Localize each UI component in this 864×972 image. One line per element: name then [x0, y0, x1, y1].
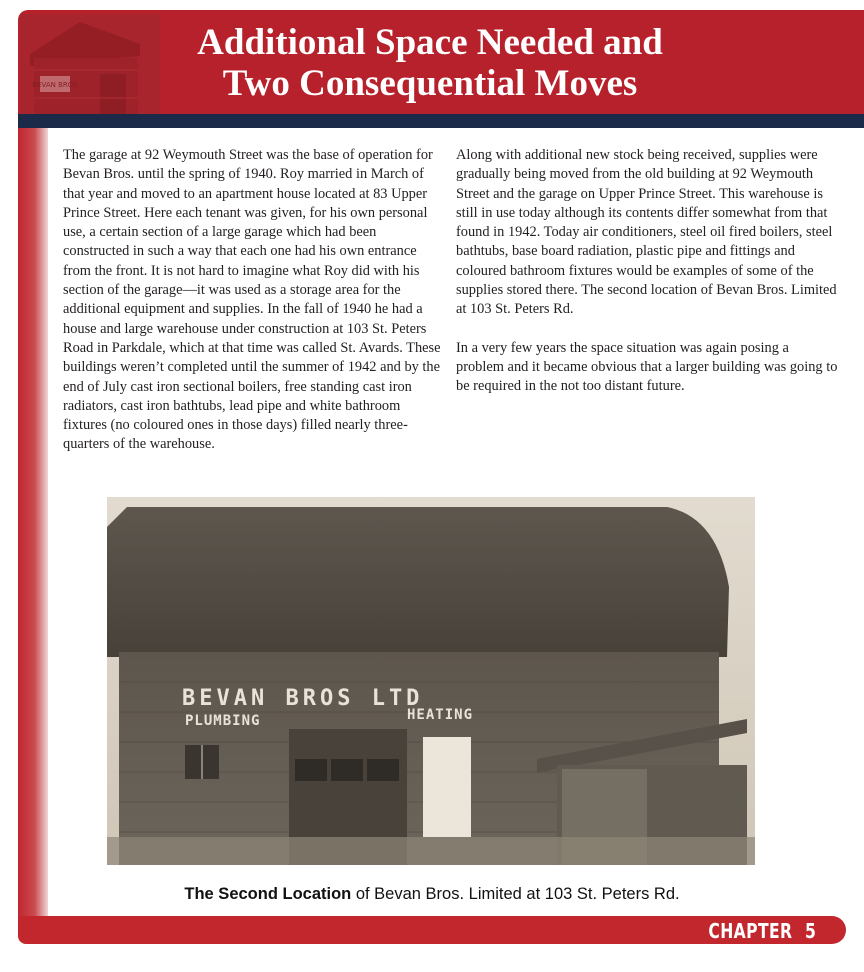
photo-caption — [0, 885, 864, 904]
right-paragraph-2: In a very few years the space situation was again posing a problem and it became obvious that a larger building was going to be required in the not too distant future. — [456, 339, 838, 395]
chapter-number: 5 — [804, 919, 816, 943]
left-column — [63, 146, 443, 474]
svg-text:BEVAN BROS: BEVAN BROS — [32, 81, 78, 89]
right-paragraph-1: Along with additional new stock being received, supplies were gradually being moved from the old building at 92 Weymouth Street and the garage on Upper Prince Street. This warehouse is still in use today although its contents differ somewhat from that found in 1942. Today air conditioners, steel oil fired boilers, steel bathtubs, base board radiation, plastic pipe and fittings and coloured bathroom fixtures would be examples of some of the supplies stored there. The second location of Bevan Bros. Limited at 103 St. Peters Rd. — [456, 147, 837, 318]
warehouse-photo — [107, 497, 755, 865]
page-title — [150, 22, 710, 104]
svg-text:BEVAN BROS LTD: BEVAN BROS LTD — [182, 686, 424, 711]
svg-text:PLUMBING: PLUMBING — [185, 713, 261, 729]
chapter-word: CHAPTER — [708, 919, 793, 943]
right-column — [456, 146, 840, 416]
caption-bold: The Second Location — [184, 885, 352, 903]
header-underline-bar — [18, 114, 864, 128]
title-line-2: Two Consequential Moves — [222, 63, 638, 104]
chapter-label — [708, 917, 816, 945]
title-line-1: Additional Space Needed and — [197, 22, 663, 63]
header-building-photo — [20, 14, 160, 114]
caption-text: of Bevan Bros. Limited at 103 St. Peters Rd. — [351, 885, 680, 903]
svg-text:HEATING: HEATING — [407, 707, 474, 723]
left-gutter-bar — [18, 118, 48, 916]
left-paragraph-1: The garage at 92 Weymouth Street was the base of operation for Bevan Bros. until the spring of 1940. Roy married in March of that year and moved to an apartment house located at 83 Upper Prince Street. Here each tenant was given, for his own personal use, a certain section of a large garage which had been constructed in such a way that each one had his own entrance from the front. It is not hard to imagine what Roy did with his section of the garage—it was used as a storage area for the additional equipment and supplies. In the fall of 1940 he had a house and large warehouse under construction at 103 St. Peters Road in Parkdale, which at that time was called St. Avards. These buildings weren’t completed until the summer of 1942 and by the end of July cast iron sectional boilers, free standing cast iron radiators, cast iron bathtubs, lead pipe and white bathroom fixtures (no coloured ones in those days) filled nearly three-quarters of the warehouse. — [63, 147, 441, 453]
